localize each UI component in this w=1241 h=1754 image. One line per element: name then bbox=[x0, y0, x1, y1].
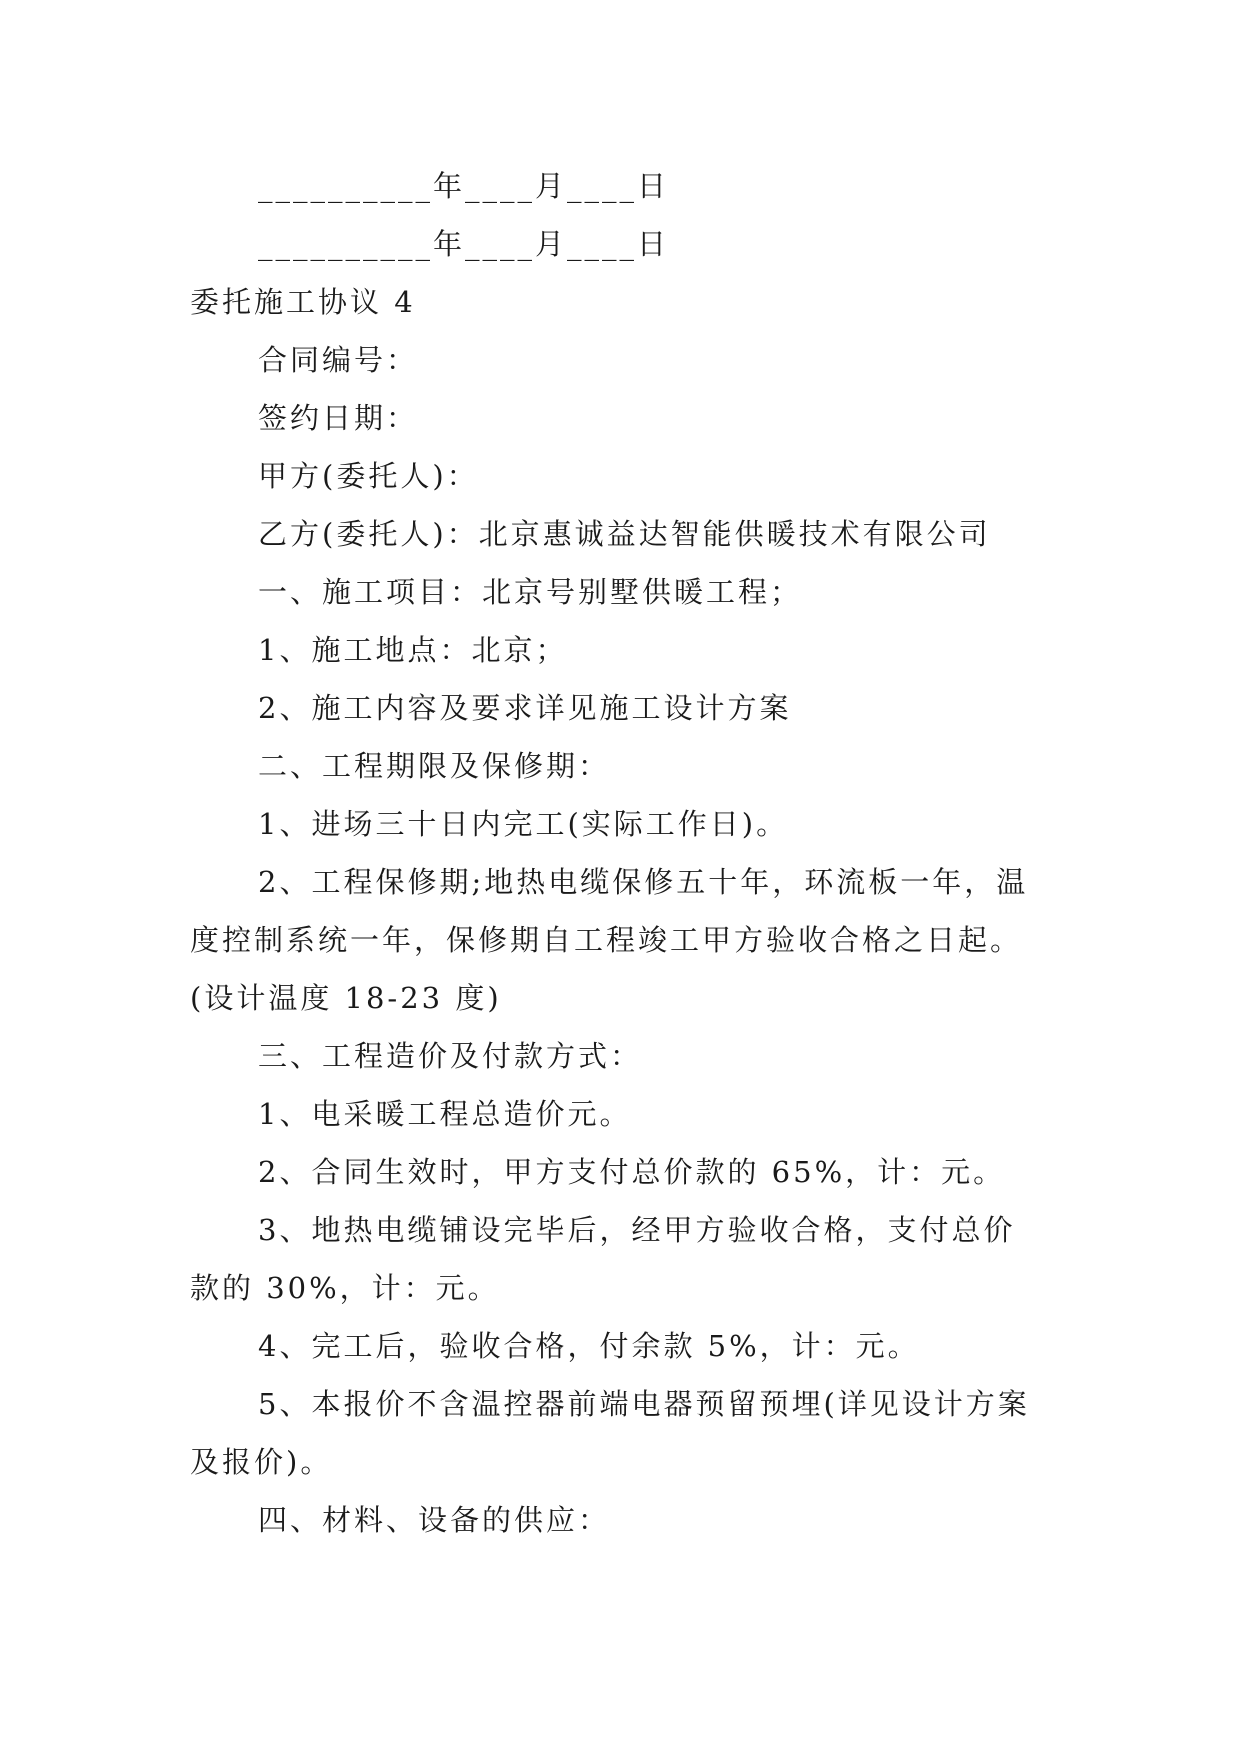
signing-date-label: 签约日期： bbox=[258, 401, 419, 435]
clause-3-item-2: 2、合同生效时，甲方支付总价款的 65%，计：元。 bbox=[258, 1155, 1006, 1189]
clause-2-item-1: 1、进场三十日内完工(实际工作日)。 bbox=[258, 807, 789, 841]
clause-1-item-1: 1、施工地点：北京； bbox=[258, 633, 568, 667]
clause-3-item-3-cont: 款的 30%，计：元。 bbox=[190, 1271, 500, 1305]
clause-2-heading: 二、工程期限及保修期： bbox=[258, 749, 611, 783]
section-title: 委托施工协议 4 bbox=[190, 285, 416, 319]
clause-1-item-2: 2、施工内容及要求详见施工设计方案 bbox=[258, 691, 792, 725]
clause-3-item-5: 5、本报价不含温控器前端电器预留预埋(详见设计方案 bbox=[258, 1387, 1030, 1421]
clause-3-item-1: 1、电采暖工程总造价元。 bbox=[258, 1097, 632, 1131]
clause-2-item-2-cont: 度控制系统一年，保修期自工程竣工甲方验收合格之日起。 bbox=[190, 923, 1023, 957]
date-line-1: __________年____月____日 bbox=[258, 169, 670, 203]
clause-4-heading: 四、材料、设备的供应： bbox=[258, 1503, 611, 1537]
clause-3-item-4: 4、完工后，验收合格，付余款 5%，计：元。 bbox=[258, 1329, 920, 1363]
clause-2-item-2: 2、工程保修期;地热电缆保修五十年，环流板一年，温 bbox=[258, 865, 1029, 899]
contract-number-label: 合同编号： bbox=[258, 343, 419, 377]
party-a-label: 甲方(委托人)： bbox=[258, 459, 479, 493]
clause-2-item-2-note: (设计温度 18-23 度) bbox=[190, 981, 502, 1015]
party-b-line: 乙方(委托人)：北京惠诚益达智能供暖技术有限公司 bbox=[258, 517, 991, 551]
clause-1-heading: 一、施工项目：北京号别墅供暖工程； bbox=[258, 575, 803, 609]
date-line-2: __________年____月____日 bbox=[258, 227, 670, 261]
clause-3-heading: 三、工程造价及付款方式： bbox=[258, 1039, 643, 1073]
clause-3-item-5-cont: 及报价)。 bbox=[190, 1445, 333, 1479]
clause-3-item-3: 3、地热电缆铺设完毕后，经甲方验收合格，支付总价 bbox=[258, 1213, 1016, 1247]
